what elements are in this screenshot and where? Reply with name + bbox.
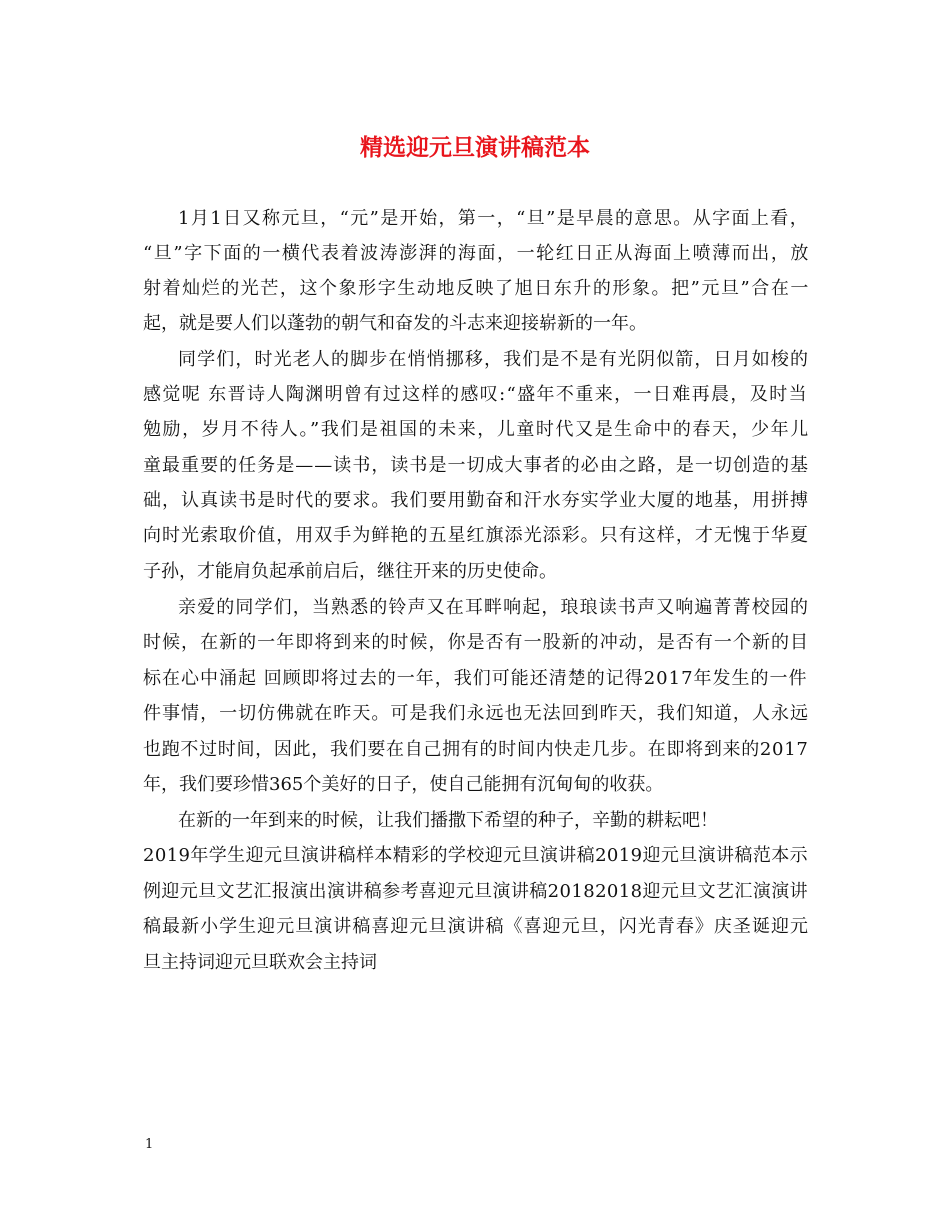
body-line: 童最重要的任务是——读书，读书是一切成大事者的必由之路，是一切创造的基 (143, 455, 810, 476)
body-line: 射着灿烂的光芒，这个象形字生动地反映了旭日东升的形象。把”元旦”合在一 (143, 278, 810, 299)
body-line: 标在心中涌起 回顾即将过去的一年，我们可能还清楚的记得2017年发生的一件 (143, 668, 808, 689)
body-line: 起，就是要人们以蓬勃的朝气和奋发的斗志来迎接崭新的一年。 (143, 313, 647, 334)
body-line: 1月1日又称元旦，“元”是开始，第一，“旦”是早晨的意思。从字面上看， (178, 208, 810, 229)
body-line: 例迎元旦文艺汇报演出演讲稿参考喜迎元旦演讲稿20182018迎元旦文艺汇演演讲 (143, 881, 809, 902)
body-line: 同学们，时光老人的脚步在悄悄挪移，我们是不是有光阴似箭，日月如梭的 (178, 349, 810, 370)
body-line: 在新的一年到来的时候，让我们播撒下希望的种子，辛勤的耕耘吧！ (178, 810, 718, 831)
body-line: 向时光索取价值，用双手为鲜艳的五星红旗添光添彩。只有这样，才无愧于华夏 (143, 525, 810, 546)
body-line: 件事情，一切仿佛就在昨天。可是我们永远也无法回到昨天，我们知道，人永远 (143, 703, 810, 724)
document-title: 精选迎元旦演讲稿范本 (360, 134, 590, 161)
body-line: 也跑不过时间，因此，我们要在自己拥有的时间内快走几步。在即将到来的2017 (143, 739, 809, 760)
page-number: 1 (145, 1137, 154, 1152)
body-line: “旦”字下面的一横代表着波涛澎湃的海面，一轮红日正从海面上喷薄而出，放 (143, 243, 810, 264)
body-line: 稿最新小学生迎元旦演讲稿喜迎元旦演讲稿《喜迎元旦，闪光青春》庆圣诞迎元 (143, 916, 810, 937)
body-line: 勉励，岁月不待人。”我们是祖国的未来，儿童时代又是生命中的春天，少年儿 (143, 419, 810, 440)
body-line: 旦主持词迎元旦联欢会主持词 (143, 952, 377, 973)
body-line: 年，我们要珍惜365个美好的日子，使自己能拥有沉甸甸的收获。 (143, 774, 664, 795)
body-line: 亲爱的同学们，当熟悉的铃声又在耳畔响起，琅琅读书声又响遍菁菁校园的 (178, 597, 810, 618)
body-line: 感觉呢 东晋诗人陶渊明曾有过这样的感叹:“盛年不重来，一日难再晨，及时当 (143, 384, 808, 405)
body-line: 时候，在新的一年即将到来的时候，你是否有一股新的冲动，是否有一个新的目 (143, 632, 810, 653)
body-line: 础，认真读书是时代的要求。我们要用勤奋和汗水夯实学业大厦的地基，用拼搏 (143, 490, 810, 511)
body-line: 子孙，才能肩负起承前启后，继往开来的历史使命。 (143, 561, 557, 582)
body-line: 2019年学生迎元旦演讲稿样本精彩的学校迎元旦演讲稿2019迎元旦演讲稿范本示 (143, 845, 809, 866)
